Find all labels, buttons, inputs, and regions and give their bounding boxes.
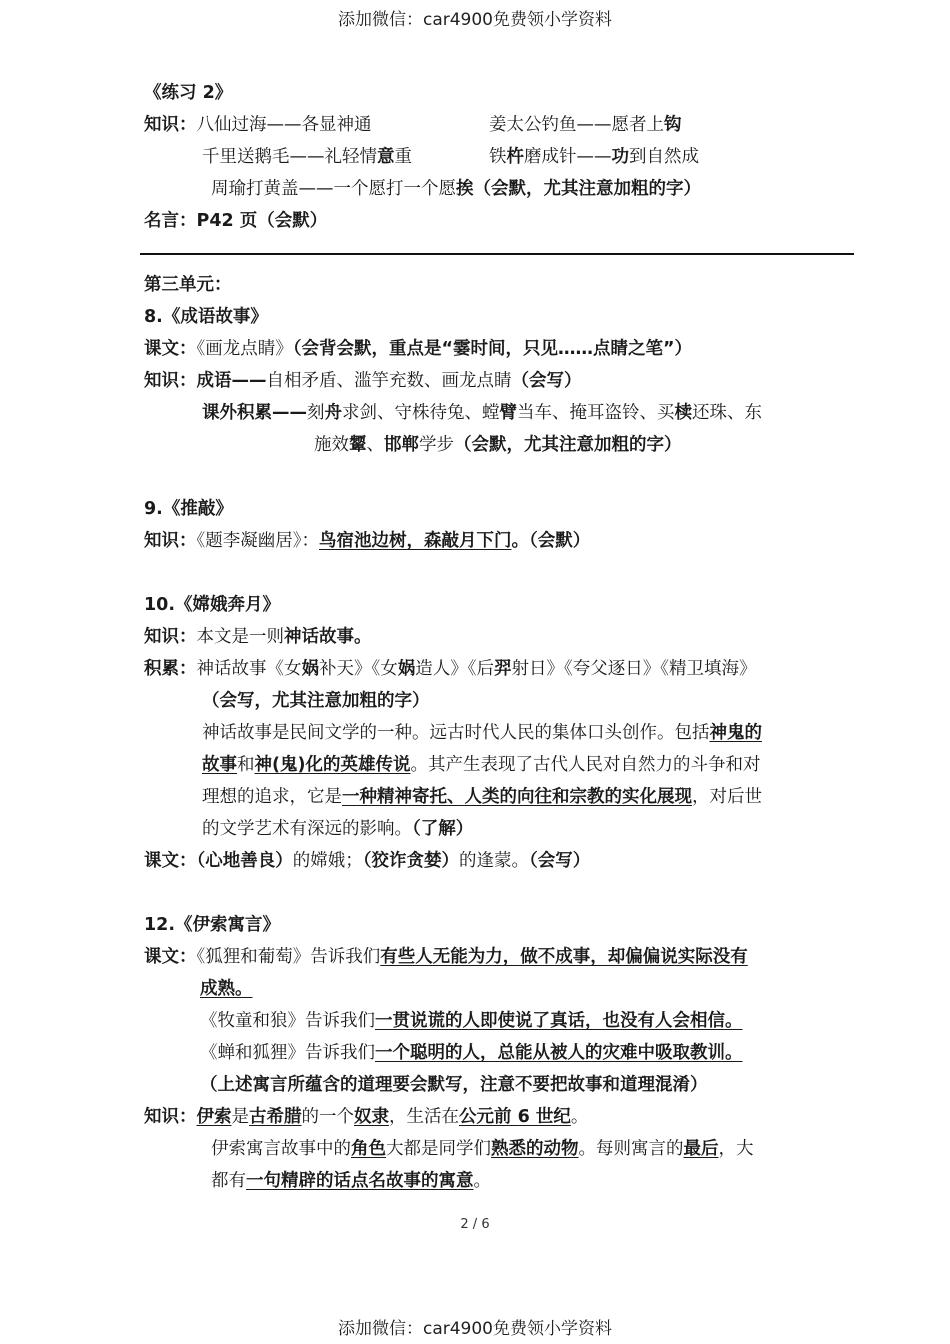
text-3: （狡诈贪婪） xyxy=(362,851,459,871)
ex-2: 舟 xyxy=(324,403,342,423)
lesson9-know-line xyxy=(144,530,590,552)
poem-req: 。（会默） xyxy=(511,531,591,551)
knowledge-label: 知识： xyxy=(144,115,197,135)
para-3: 故事 xyxy=(202,755,237,775)
xiehouyu-4-bold1: 杵 xyxy=(506,147,524,167)
lesson10-para-line1 xyxy=(202,722,762,744)
knowledge-label: 知识： xyxy=(144,371,197,391)
ex-12: 学步 xyxy=(419,435,454,455)
lesson12-know-line3 xyxy=(211,1170,491,1192)
practice2-title: 《练习 2》 xyxy=(144,83,233,103)
para-5: 神(鬼)化的英雄传说 xyxy=(254,755,411,775)
ex-8: 施效 xyxy=(314,435,349,455)
k-7: 公元前 6 世纪 xyxy=(459,1107,571,1127)
xiehouyu-3-text: 千里送鹅毛——礼轻情 xyxy=(202,147,377,167)
k-17: 一句精辟的话点名故事的寓意 xyxy=(246,1171,474,1191)
ex-5: 当车、掩耳盗铃、买 xyxy=(517,403,675,423)
lesson10-title: 10.《嫦娥奔月》 xyxy=(144,595,281,615)
lesson8-extra-line1 xyxy=(202,402,762,424)
motto-line xyxy=(144,210,327,232)
xiehouyu-3-end: 重 xyxy=(394,147,412,167)
para-4: 和 xyxy=(237,755,255,775)
lesson12-title: 12.《伊索寓言》 xyxy=(144,915,281,935)
k-14: 最后 xyxy=(683,1139,719,1159)
fable1-b: 有些人无能为力，做不成事，却偏偏说实际没有 xyxy=(380,947,748,967)
lesson12-fable3 xyxy=(200,1042,743,1064)
k-9: 伊索寓言故事中的 xyxy=(211,1139,351,1159)
para-1: 神话故事是民间文学的一种。远古时代人民的集体口头创作。包括 xyxy=(202,723,710,743)
ex-13: （会默，尤其注意加粗的字） xyxy=(454,435,682,455)
ex-9: 颦 xyxy=(349,435,367,455)
lesson10-know-line xyxy=(144,626,372,648)
xiehouyu-4-e: 到自然成 xyxy=(629,147,699,167)
myth-4: 娲 xyxy=(397,659,416,679)
myth-2: 娲 xyxy=(301,659,319,679)
myth-6: 羿 xyxy=(494,659,512,679)
lesson10-accum-req: （会写，尤其注意加粗的字） xyxy=(202,691,430,711)
practice2-knowledge-line1 xyxy=(144,114,372,136)
lesson10-accum-line xyxy=(144,658,757,680)
k-2: 是 xyxy=(231,1107,249,1127)
ex-3: 求剑、守株待兔、螳 xyxy=(342,403,500,423)
xiehouyu-2-bold: 钩 xyxy=(664,115,682,135)
fable2-a: 《牧童和狼》告诉我们 xyxy=(200,1011,375,1031)
fable2-b: 一贯说谎的人即使说了真话，也没有人会相信。 xyxy=(375,1011,743,1031)
lesson9-title: 9.《推敲》 xyxy=(144,499,233,519)
text-5: （会写） xyxy=(529,851,591,871)
para-2: 神鬼的 xyxy=(709,723,762,743)
text-label: 课文： xyxy=(144,851,197,871)
text-1: （心地善良） xyxy=(196,851,293,871)
motto-rest: 页（会默） xyxy=(233,211,328,231)
ex-4: 臂 xyxy=(499,403,517,423)
myth-7: 射日》《夸父逐日》《精卫填海》 xyxy=(511,659,757,679)
xiehouyu-4-c: 磨成针—— xyxy=(524,147,612,167)
k-6: ，生活在 xyxy=(389,1107,459,1127)
accum-label: 积累： xyxy=(144,659,197,679)
text-label: 课文： xyxy=(144,947,197,967)
xiehouyu-3 xyxy=(202,146,412,168)
lesson8-text-line xyxy=(144,338,692,360)
k-13: 。每则寓言的 xyxy=(578,1139,684,1159)
unit3-title: 第三单元： xyxy=(144,275,232,295)
para-8: 一种精神寄托、人类的向往和宗教的实化展现 xyxy=(342,787,692,807)
fable3-a: 《蝉和狐狸》告诉我们 xyxy=(200,1043,375,1063)
para-11: （了解） xyxy=(412,819,474,839)
poem-lines: 鸟宿池边树，森敲月下门 xyxy=(319,531,512,551)
xiehouyu-2-text: 姜太公钓鱼——愿者上 xyxy=(489,115,664,135)
xiehouyu-4 xyxy=(489,146,699,168)
lesson12-know-line2 xyxy=(211,1138,754,1160)
k-15: ，大 xyxy=(718,1139,754,1159)
xiehouyu-4-bold2: 功 xyxy=(611,147,629,167)
k-11: 大都是同学们 xyxy=(386,1139,491,1159)
k-5: 奴隶 xyxy=(354,1107,389,1127)
knowledge-label: 知识： xyxy=(144,1107,197,1127)
fable1-c: 成熟。 xyxy=(200,979,253,999)
motto-page: P42 xyxy=(196,211,234,231)
k-3: 古希腊 xyxy=(249,1107,302,1127)
lesson10-text-line xyxy=(144,850,590,872)
myth-5: 造人》《后 xyxy=(415,659,494,679)
para-7: 理想的追求，它是 xyxy=(202,787,342,807)
myth-1: 神话故事《女 xyxy=(196,659,302,679)
xiehouyu-5-req: （会默，尤其注意加粗的字） xyxy=(473,179,701,199)
watermark-top: 添加微信：car4900免费领小学资料 xyxy=(337,10,613,30)
text-2: 的嫦娥； xyxy=(292,851,363,871)
knowledge-label: 知识： xyxy=(144,531,197,551)
fable1-a: 《狐狸和葡萄》告诉我们 xyxy=(196,947,381,967)
lesson12-know-line1 xyxy=(144,1106,588,1128)
ex-11: 邯郸 xyxy=(384,435,419,455)
k-8: 。 xyxy=(570,1107,589,1127)
k-1: 伊索 xyxy=(196,1107,232,1127)
lesson12-fable2 xyxy=(200,1010,743,1032)
know-b: 神话故事。 xyxy=(284,627,372,647)
xiehouyu-5 xyxy=(211,178,701,200)
header-remnant xyxy=(0,24,950,38)
lesson12-fable1-line1 xyxy=(144,946,748,968)
poem-title: 《题李凝幽居》： xyxy=(196,531,319,551)
para-6: 。其产生表现了古代人民对自然力的斗争和对 xyxy=(410,755,761,775)
text-4: 的逢蒙。 xyxy=(459,851,529,871)
xiehouyu-3-bold: 意 xyxy=(377,147,395,167)
xiehouyu-1: 八仙过海——各显神通 xyxy=(196,115,372,135)
lesson8-extra-line2 xyxy=(314,434,682,456)
text-label: 课文： xyxy=(144,339,197,359)
idiom-req: （会写） xyxy=(511,371,582,391)
lesson12-fable1-line2 xyxy=(200,978,253,1000)
idiom-label: 成语—— xyxy=(196,371,267,391)
lesson12-req: （上述寓言所蕴含的道理要会默写，注意不要把故事和道理混淆） xyxy=(200,1075,708,1095)
para-10: 的文学艺术有深远的影响。 xyxy=(202,819,412,839)
k-18: 。 xyxy=(473,1171,491,1191)
xiehouyu-5-bold: 挨 xyxy=(456,179,474,199)
text-work: 《画龙点睛》 xyxy=(196,339,293,359)
fable3-b: 一个聪明的人，总能从被人的灾难中吸取教训。 xyxy=(375,1043,743,1063)
lesson10-para-line3 xyxy=(202,786,762,808)
extra-label: 课外积累—— xyxy=(202,403,307,423)
myth-3: 补天》《女 xyxy=(319,659,398,679)
k-10: 角色 xyxy=(351,1139,386,1159)
idiom-list: 自相矛盾、滥竽充数、画龙点睛 xyxy=(266,371,512,391)
watermark-bottom: 添加微信：car4900免费领小学资料 xyxy=(337,1319,613,1339)
xiehouyu-4-a: 铁 xyxy=(489,147,507,167)
para-9: ，对后世 xyxy=(692,787,762,807)
section-divider xyxy=(140,253,854,255)
lesson10-para-line2 xyxy=(202,754,761,776)
lesson10-para-line4 xyxy=(202,818,473,840)
ex-7: 还珠、东 xyxy=(692,403,762,423)
ex-1: 刻 xyxy=(307,403,325,423)
xiehouyu-5-text: 周瑜打黄盖——一个愿打一个愿 xyxy=(211,179,456,199)
text-req: （会背会默，重点是“霎时间，只见……点睛之笔”） xyxy=(292,339,693,359)
k-4: 的一个 xyxy=(301,1107,354,1127)
k-12: 熟悉的动物 xyxy=(491,1139,579,1159)
lesson8-title: 8.《成语故事》 xyxy=(144,307,268,327)
ex-10: 、 xyxy=(366,435,384,455)
ex-6: 椟 xyxy=(674,403,692,423)
knowledge-label: 知识： xyxy=(144,627,197,647)
lesson8-know-line xyxy=(144,370,582,392)
know-a: 本文是一则 xyxy=(196,627,284,647)
page-number: 2 / 6 xyxy=(460,1217,490,1232)
k-16: 都有 xyxy=(211,1171,246,1191)
motto-label: 名言： xyxy=(144,211,197,231)
xiehouyu-2 xyxy=(489,114,682,136)
